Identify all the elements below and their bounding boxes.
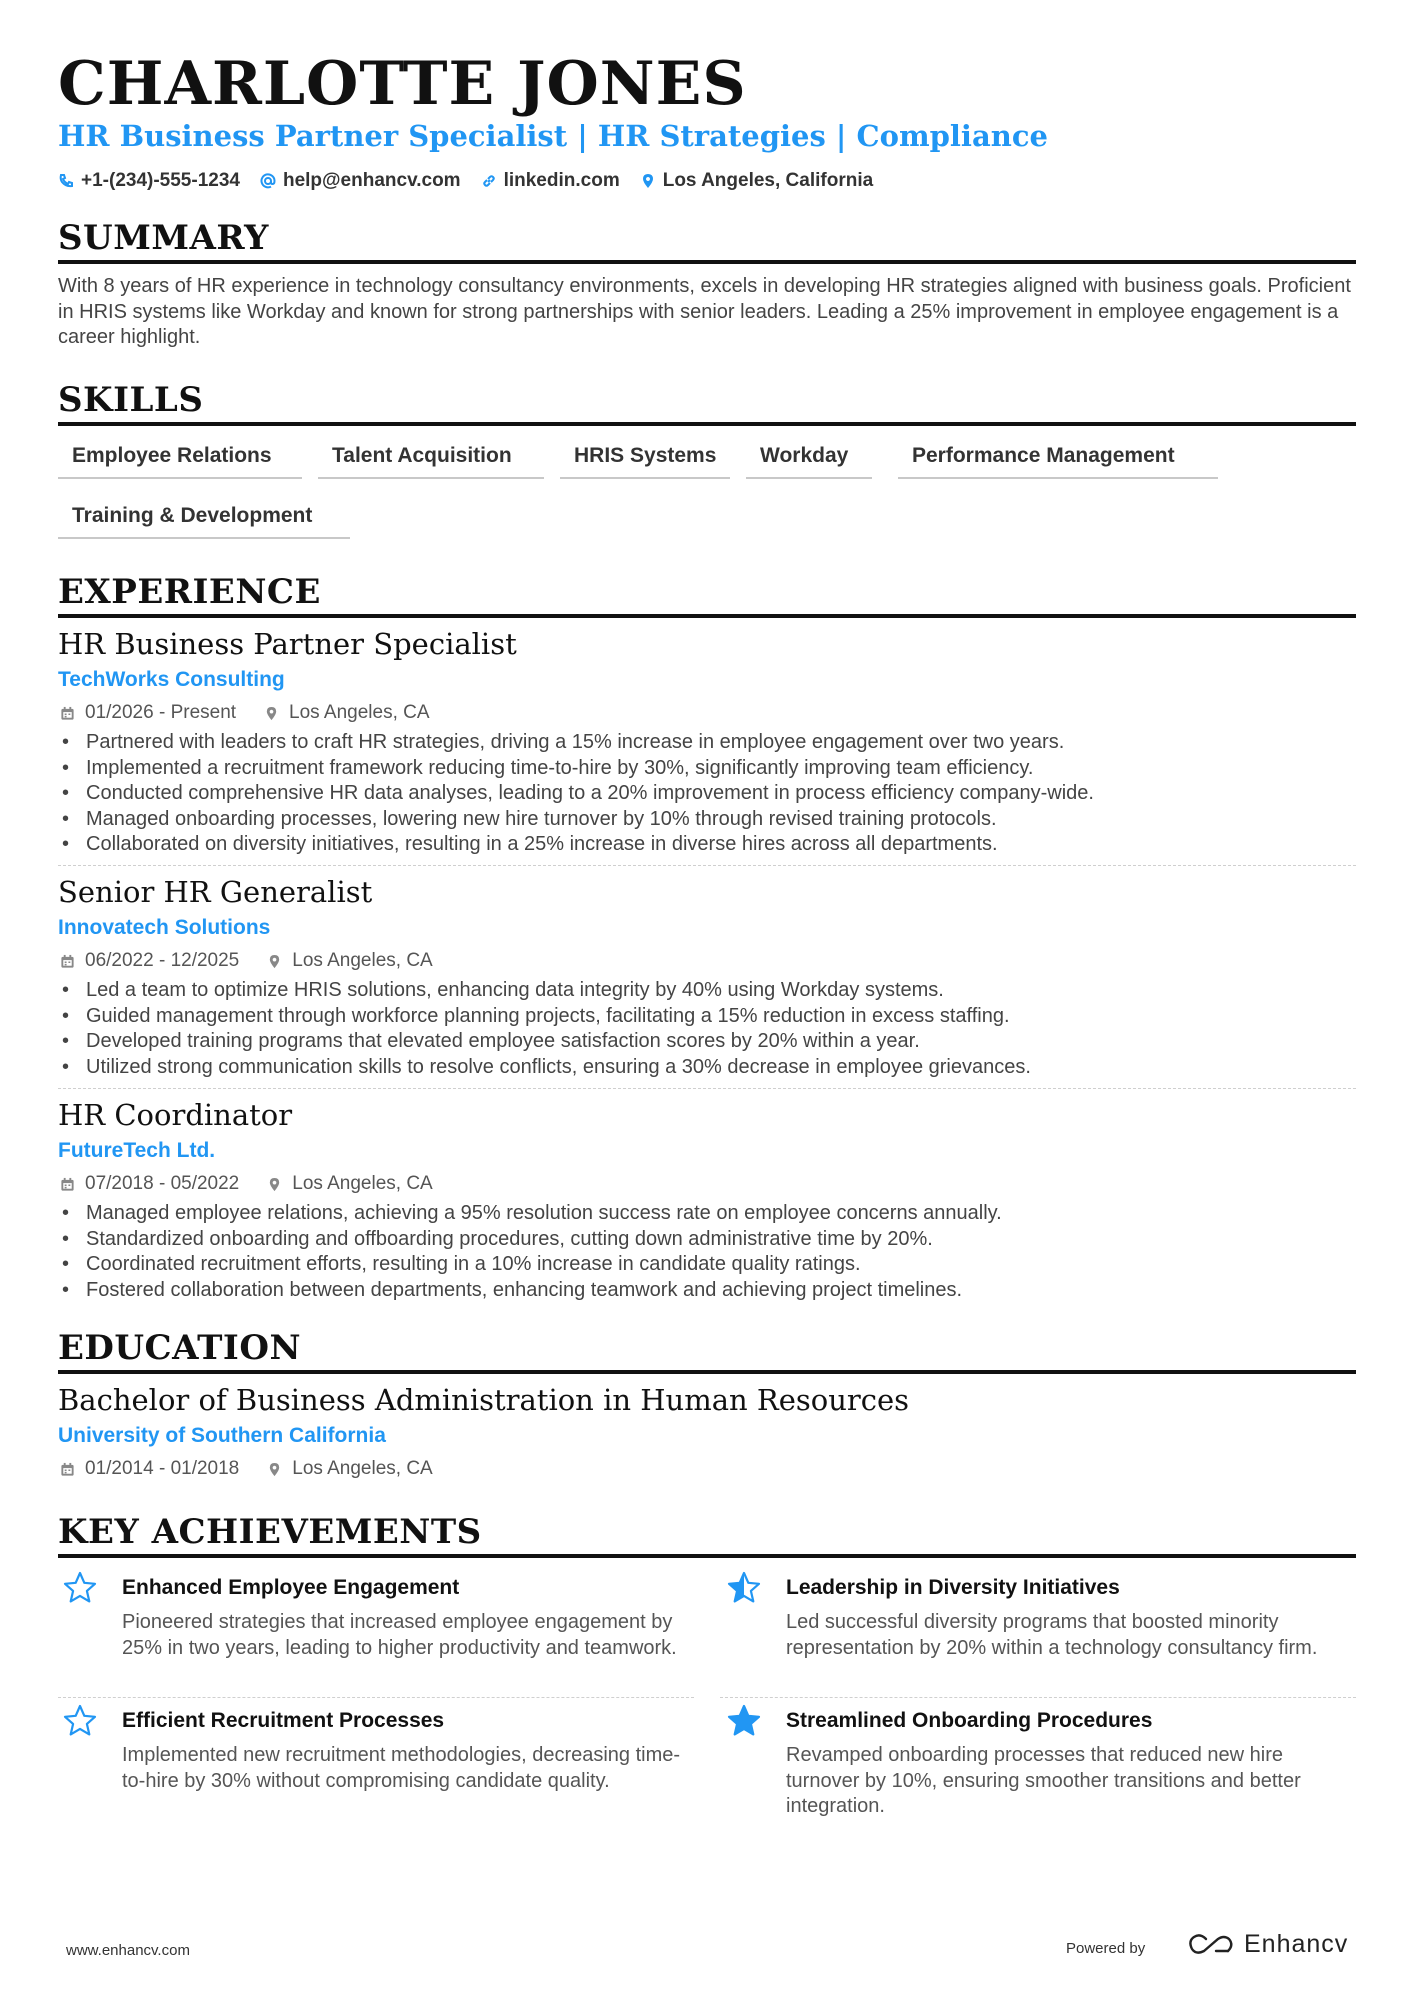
skill-tag: Employee Relations: [58, 437, 302, 479]
summary-heading: SUMMARY: [58, 218, 269, 258]
email-text: help@enhancv.com: [282, 170, 461, 191]
location-pin-icon: [264, 706, 279, 721]
achievement-title: Leadership in Diversity Initiatives: [786, 1576, 1120, 1599]
enhancv-logo[interactable]: [1186, 1930, 1348, 1959]
education-location-group: [267, 1457, 432, 1481]
skill-tag: Talent Acquisition: [318, 437, 544, 479]
job-bullet: • Implemented a recruitment framework reducing time-to-hire by 30%, significantly improving team efficiency.: [58, 756, 1358, 782]
job-bullet: • Fostered collaboration between departments, enhancing teamwork and achieving project timelines.: [58, 1278, 1358, 1304]
link-icon: [481, 173, 497, 189]
job-location: Los Angeles, CA: [289, 702, 430, 723]
education-heading: EDUCATION: [58, 1328, 302, 1368]
location-pin-icon: [640, 173, 656, 189]
job-bullet: • Conducted comprehensive HR data analyses, leading to a 20% improvement in process efficiency company-wide.: [58, 781, 1358, 807]
at-icon: [260, 173, 276, 189]
job-location-group: [267, 1172, 432, 1196]
job-company: TechWorks Consulting: [58, 668, 285, 691]
skill-tag: Workday: [746, 437, 872, 479]
job-bullet: • Standardized onboarding and offboarding procedures, cutting down administrative time by 20%.: [58, 1227, 1358, 1253]
skills-divider: [58, 422, 1356, 426]
job-bullet: • Led a team to optimize HRIS solutions, enhancing data integrity by 40% using Workday systems.: [58, 978, 1358, 1004]
achievement-text: Pioneered strategies that increased employee engagement by 25% in two years, leading to higher productivity and teamwork.: [122, 1611, 677, 1659]
skill-tag: Training & Development: [58, 497, 350, 539]
achievement-text: Led successful diversity programs that boosted minority representation by 20% within a technology consultancy firm.: [786, 1611, 1318, 1659]
achievements-divider: [58, 1554, 1356, 1558]
location-pin-icon: [267, 954, 282, 969]
job-bullet: • Collaborated on diversity initiatives, resulting in a 25% increase in diverse hires across all departments.: [58, 832, 1358, 858]
star-half-icon: [726, 1570, 762, 1606]
job-dates: 01/2026 - Present: [85, 702, 237, 723]
education-divider: [58, 1370, 1356, 1374]
skill-tag: Performance Management: [898, 437, 1218, 479]
job-bullets: [58, 978, 1358, 1080]
contact-location: [640, 168, 873, 194]
job-bullet: • Utilized strong communication skills to resolve conflicts, ensuring a 30% decrease in employee grievances.: [58, 1055, 1358, 1081]
job-location-group: [267, 949, 432, 973]
job-bullet: • Guided management through workforce planning projects, facilitating a 15% reduction in excess staffing.: [58, 1004, 1358, 1030]
linkedin-text: linkedin.com: [503, 170, 620, 191]
contact-phone[interactable]: [58, 168, 240, 194]
job-title: HR Business Partner Specialist: [58, 627, 517, 661]
job-location: Los Angeles, CA: [292, 950, 433, 971]
education-meta: [60, 1457, 433, 1481]
enhancv-logo-text: Enhancv: [1244, 1930, 1349, 1958]
phone-text: +1-(234)-555-1234: [81, 170, 240, 191]
location-pin-icon: [267, 1177, 282, 1192]
calendar-icon: [60, 1462, 75, 1477]
star-outline-icon: [62, 1703, 98, 1739]
summary-divider: [58, 260, 1356, 264]
candidate-headline: HR Business Partner Specialist | HR Strategies | Compliance: [58, 119, 1048, 153]
skills-heading: SKILLS: [58, 380, 204, 420]
achievement-title: Streamlined Onboarding Procedures: [786, 1709, 1153, 1732]
achievement-title: Efficient Recruitment Processes: [122, 1709, 445, 1732]
job-bullet: • Developed training programs that elevated employee satisfaction scores by 20% within a year.: [58, 1029, 1358, 1055]
summary-text: With 8 years of HR experience in technology consultancy environments, excels in developing HR strategies aligned with business goals. Proficient in HRIS systems like Workday and known for strong partnerships with senior leaders. Leading a 25% improvement in employee engagement is a career highlight.: [58, 275, 1351, 348]
job-bullets: [58, 730, 1358, 858]
footer-powered-by: Powered by: [1066, 1940, 1146, 1957]
job-bullet: • Partnered with leaders to craft HR strategies, driving a 15% increase in employee engagement over two years.: [58, 730, 1358, 756]
job-bullet: • Managed onboarding processes, lowering new hire turnover by 10% through revised training protocols.: [58, 807, 1358, 833]
job-title: HR Coordinator: [58, 1098, 293, 1132]
skill-tag: HRIS Systems: [560, 437, 730, 479]
calendar-icon: [60, 706, 75, 721]
job-dates: 07/2018 - 05/2022: [85, 1173, 240, 1194]
job-location: Los Angeles, CA: [292, 1173, 433, 1194]
job-company: FutureTech Ltd.: [58, 1139, 216, 1162]
achievement-text: Revamped onboarding processes that reduced new hire turnover by 10%, ensuring smoother transitions and better integration.: [786, 1744, 1301, 1817]
achievement-text: Implemented new recruitment methodologies, decreasing time-to-hire by 30% without compromising candidate quality.: [122, 1744, 681, 1792]
footer-website-link[interactable]: www.enhancv.com: [66, 1942, 190, 1959]
calendar-icon: [60, 1177, 75, 1192]
experience-divider: [58, 614, 1356, 618]
education-degree: Bachelor of Business Administration in Human Resources: [58, 1383, 910, 1417]
enhancv-logo-icon: [1186, 1931, 1236, 1959]
phone-icon: [58, 173, 74, 189]
achievement-separator: [720, 1697, 1356, 1698]
achievements-heading: KEY ACHIEVEMENTS: [58, 1512, 482, 1552]
star-filled-icon: [726, 1703, 762, 1739]
job-separator: [58, 865, 1356, 866]
job-location-group: [264, 701, 429, 725]
calendar-icon: [60, 954, 75, 969]
location-text: Los Angeles, California: [662, 170, 874, 191]
experience-heading: EXPERIENCE: [58, 572, 321, 612]
job-bullets: [58, 1201, 1358, 1303]
contact-row: [58, 168, 873, 194]
achievement-separator: [58, 1697, 694, 1698]
job-meta: [60, 701, 430, 725]
job-dates: 06/2022 - 12/2025: [85, 950, 240, 971]
education-dates: 01/2014 - 01/2018: [85, 1458, 240, 1479]
achievement-title: Enhanced Employee Engagement: [122, 1576, 460, 1599]
star-outline-icon: [62, 1570, 98, 1606]
job-bullet: • Coordinated recruitment efforts, resulting in a 10% increase in candidate quality ratings.: [58, 1252, 1358, 1278]
job-bullet: • Managed employee relations, achieving a 95% resolution success rate on employee concerns annually.: [58, 1201, 1358, 1227]
location-pin-icon: [267, 1462, 282, 1477]
job-title: Senior HR Generalist: [58, 875, 373, 909]
contact-email[interactable]: [260, 168, 461, 194]
education-location: Los Angeles, CA: [292, 1458, 433, 1479]
job-separator: [58, 1088, 1356, 1089]
education-school: University of Southern California: [58, 1424, 386, 1447]
contact-linkedin[interactable]: [481, 168, 620, 194]
job-meta: [60, 1172, 433, 1196]
candidate-name: CHARLOTTE JONES: [58, 49, 747, 119]
job-meta: [60, 949, 433, 973]
job-company: Innovatech Solutions: [58, 916, 271, 939]
